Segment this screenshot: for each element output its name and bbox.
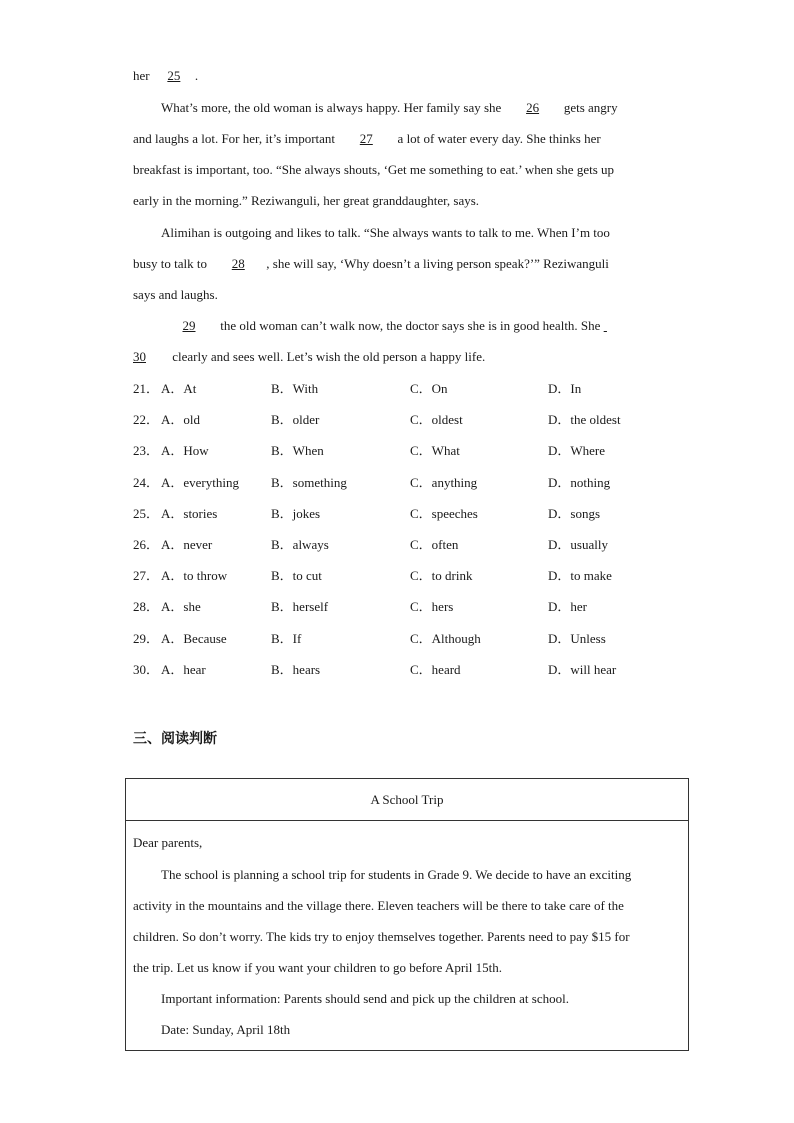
passage-line: early in the morning.” Reziwanguli, her great granddaughter, says. xyxy=(133,193,480,208)
section-title: 三、阅读判断 xyxy=(133,731,217,747)
option-c[interactable]: C．speeches xyxy=(410,505,478,521)
option-d[interactable]: D．songs xyxy=(548,505,601,521)
blank-29: 29 xyxy=(182,318,196,333)
notice-line: activity in the mountains and the village there. Eleven teachers will be there to take care of the xyxy=(133,898,624,913)
option-c[interactable]: C．What xyxy=(410,443,460,459)
option-a[interactable]: A．Because xyxy=(161,630,227,646)
question-number: 30． xyxy=(133,661,160,677)
option-d[interactable]: D．nothing xyxy=(548,474,611,490)
passage-text: the old woman can’t walk now, the doctor says she is in good health. She xyxy=(220,318,601,333)
option-a[interactable]: A．never xyxy=(161,537,213,552)
option-a[interactable]: A．How xyxy=(161,443,209,459)
passage-text: a lot of water every day. She thinks her xyxy=(397,131,601,146)
option-a[interactable]: A．old xyxy=(161,412,201,428)
option-c[interactable]: C．often xyxy=(410,537,459,552)
option-a[interactable]: A．At xyxy=(161,381,197,396)
passage-line xyxy=(133,349,485,365)
option-c[interactable]: C．anything xyxy=(410,474,478,490)
option-c[interactable]: C．oldest xyxy=(410,412,463,428)
blank-25: 25 xyxy=(167,68,181,83)
option-b[interactable]: B．something xyxy=(271,474,347,490)
passage-text: . xyxy=(194,68,199,83)
option-a[interactable]: A．stories xyxy=(161,505,218,521)
option-d[interactable]: D．to make xyxy=(548,568,612,584)
notice-box xyxy=(125,778,689,1051)
notice-line: Important information: Parents should send and pick up the children at school. xyxy=(161,991,569,1006)
passage-line xyxy=(133,256,609,272)
option-a[interactable]: A．to throw xyxy=(161,568,228,584)
passage-text: her xyxy=(133,68,150,83)
option-b[interactable]: B．older xyxy=(271,412,320,428)
option-a[interactable]: A．she xyxy=(161,599,201,615)
option-c[interactable]: C．On xyxy=(410,381,448,396)
option-a[interactable]: A．everything xyxy=(161,474,239,490)
question-number: 22． xyxy=(133,412,160,428)
option-b[interactable]: B．always xyxy=(271,537,329,552)
blank-28: 28 xyxy=(231,256,245,271)
question-number: 25． xyxy=(133,505,160,521)
option-d[interactable]: D．Unless xyxy=(548,630,606,646)
option-d[interactable]: D．the oldest xyxy=(548,412,621,428)
option-d[interactable]: D．In xyxy=(548,381,582,396)
passage-line xyxy=(133,131,601,147)
option-b[interactable]: B．With xyxy=(271,381,319,396)
passage-line: Alimihan is outgoing and likes to talk. “She always wants to talk to me. When I’m too xyxy=(161,225,610,240)
question-number: 29． xyxy=(133,630,160,646)
passage-text: gets angry xyxy=(563,100,618,115)
option-b[interactable]: B．herself xyxy=(271,599,329,615)
question-number: 27． xyxy=(133,568,160,584)
passage-line: says and laughs. xyxy=(133,287,218,302)
option-c[interactable]: C．heard xyxy=(410,661,461,677)
notice-line: children. So don’t worry. The kids try to enjoy themselves together. Parents need to pay $15 for xyxy=(133,929,630,944)
option-b[interactable]: B．When xyxy=(271,443,324,459)
passage-text: busy to talk to xyxy=(133,256,208,271)
question-number: 23． xyxy=(133,443,160,459)
option-b[interactable]: B．jokes xyxy=(271,505,321,521)
option-d[interactable]: D．will hear xyxy=(548,661,617,677)
option-c[interactable]: C．Although xyxy=(410,630,481,646)
notice-greeting: Dear parents, xyxy=(133,835,203,850)
question-number: 26． xyxy=(133,537,160,552)
passage-text: What’s more, the old woman is always happy. Her family say she xyxy=(161,100,502,115)
option-b[interactable]: B．to cut xyxy=(271,568,322,584)
passage-line xyxy=(161,318,622,334)
option-c[interactable]: C．to drink xyxy=(410,568,473,584)
divider xyxy=(126,820,688,821)
option-c[interactable]: C．hers xyxy=(410,599,454,615)
question-number: 21． xyxy=(133,381,160,396)
option-b[interactable]: B．If xyxy=(271,630,302,646)
option-d[interactable]: D．Where xyxy=(548,443,606,459)
passage-text: , she will say, ‘Why doesn’t a living person speak?’” Reziwanguli xyxy=(266,256,609,271)
blank-30-lead xyxy=(604,318,622,334)
passage-line: breakfast is important, too. “She always shouts, ‘Get me something to eat.’ when she gets up xyxy=(133,162,615,177)
blank-30: 30 xyxy=(133,349,146,364)
notice-heading: A School Trip xyxy=(370,792,444,807)
passage-line xyxy=(161,100,618,116)
notice-line: the trip. Let us know if you want your children to go before April 15th. xyxy=(133,960,502,975)
passage-line xyxy=(133,68,198,84)
option-a[interactable]: A．hear xyxy=(161,661,206,677)
blank-26: 26 xyxy=(526,100,540,115)
question-number: 28． xyxy=(133,599,160,615)
notice-line: Date: Sunday, April 18th xyxy=(161,1022,291,1037)
passage-text: clearly and sees well. Let’s wish the old person a happy life. xyxy=(172,349,486,364)
question-number: 24． xyxy=(133,474,160,490)
passage-text: and laughs a lot. For her, it’s important xyxy=(133,131,336,146)
option-d[interactable]: D．her xyxy=(548,599,587,615)
notice-line: The school is planning a school trip for students in Grade 9. We decide to have an exciting xyxy=(161,867,632,882)
option-b[interactable]: B．hears xyxy=(271,661,321,677)
option-d[interactable]: D．usually xyxy=(548,537,608,552)
blank-27: 27 xyxy=(359,131,373,146)
